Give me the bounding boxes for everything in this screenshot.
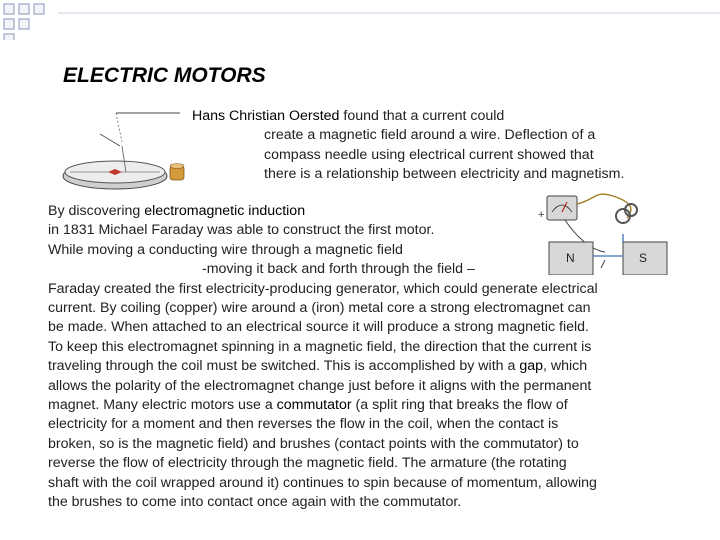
faraday-line-7: be made. When attached to an electrical source it will produce a strong magnetic field. (48, 319, 589, 336)
oersted-paragraph (192, 107, 692, 185)
oersted-line-3: compass needle using electrical current showed that (264, 146, 594, 163)
faraday-line-4: -moving it back and forth through the field – (202, 261, 475, 278)
faraday-line-14: reverse the flow of electricity through the magnetic field. The armature (the rotating (48, 455, 567, 472)
compass-illustration (60, 106, 195, 191)
oersted-line-4: there is a relationship between electricity and magnetism. (264, 166, 625, 183)
faraday-line-9-pre: traveling through the coil must be switched. This is accomplished by with a (48, 358, 520, 375)
corner-decoration (0, 0, 720, 40)
faraday-line-12: electricity for a moment and then reverses the flow in the coil, when the contact is (48, 416, 559, 433)
faraday-line-10: allows the polarity of the electromagnet change just before it aligns with the permanent (48, 377, 592, 394)
oersted-line-1: found that a current could (339, 108, 505, 124)
faraday-line-8: To keep this electromagnet spinning in a magnetic field, the direction that the current is (48, 338, 592, 355)
pole-n-label: N (566, 251, 575, 265)
pole-s-label: S (639, 251, 648, 265)
faraday-line-16: the brushes to come into contact once again with the commutator. (48, 494, 462, 511)
faraday-line-3: While moving a conducting wire through a magnetic field (48, 241, 403, 258)
term-commutator: commutator (276, 397, 352, 414)
page-title: ELECTRIC MOTORS (63, 64, 266, 87)
faraday-line-1-pre: By discovering (48, 203, 145, 219)
faraday-line-11-post: (a split ring that breaks the flow of (351, 397, 568, 414)
term-electromagnetic-induction: electromagnetic induction (144, 203, 306, 219)
term-gap: gap (519, 358, 543, 375)
oersted-name: Hans Christian Oersted (192, 108, 340, 124)
faraday-line-6: current. By coiling (copper) wire around a (iron) metal core a strong electromagnet can (48, 300, 591, 317)
oersted-line-2: create a magnetic field around a wire. Deflection of a (264, 127, 596, 144)
plus-sign: + (538, 209, 545, 221)
faraday-line-5: Faraday created the first electricity-producing generator, which could generate electrical (48, 280, 598, 297)
faraday-line-11-pre: magnet. Many electric motors use a (48, 397, 277, 414)
faraday-line-13: broken, so is the magnetic field) and brushes (contact points with the commutator) to (48, 435, 579, 452)
faraday-line-9-post: , which (542, 358, 588, 375)
faraday-line-2: in 1831 Michael Faraday was able to construct the first motor. (48, 222, 435, 239)
faraday-paragraph (48, 202, 688, 513)
faraday-line-15: shaft with the coil wrapped around it) continues to spin because of momentum, allowing (48, 474, 597, 491)
